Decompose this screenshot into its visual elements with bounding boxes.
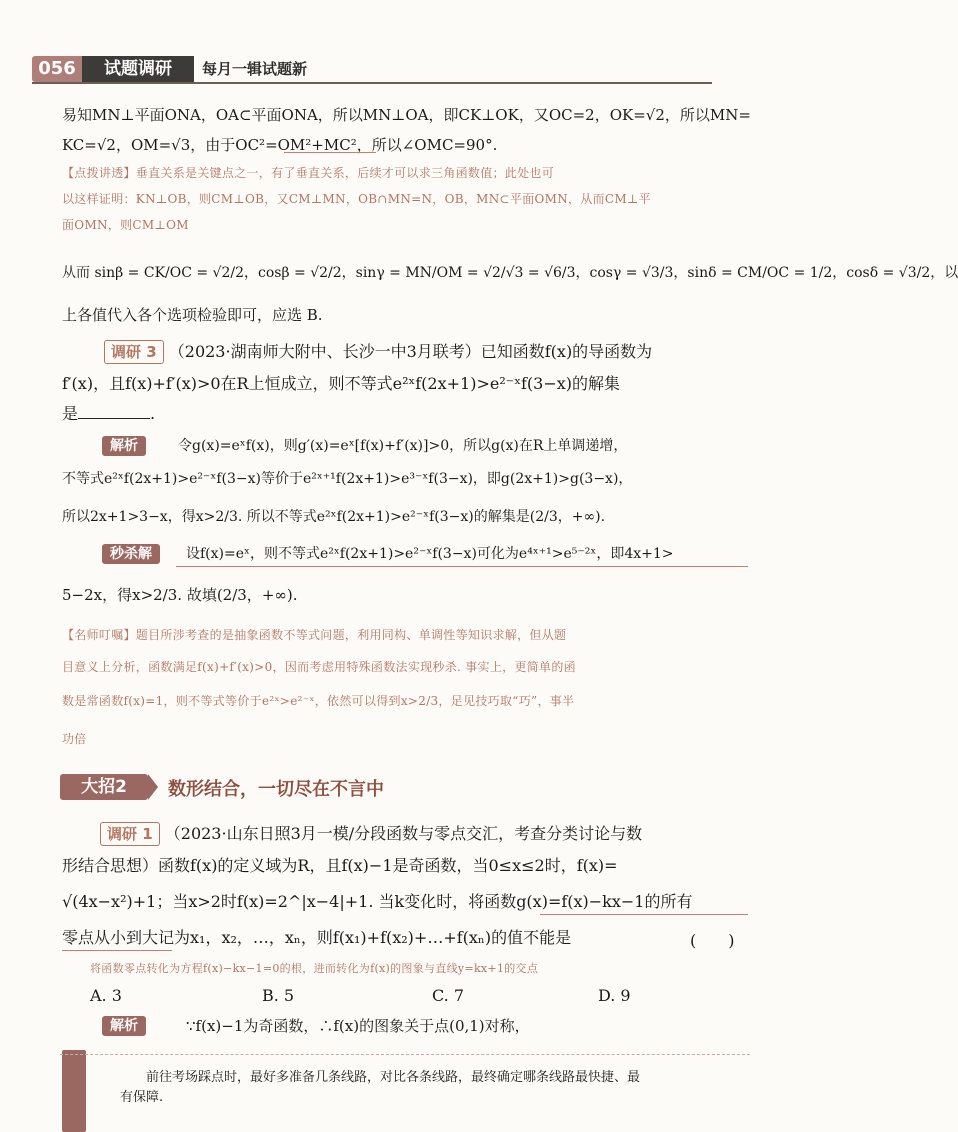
analysis-1-line-3: 所以2x+1>3−x，得x>2/3. 所以不等式e²ˣf(2x+1)>e²⁻ˣf(3−x)的解集是(2/3，+∞). (62, 509, 606, 525)
analysis-1-line-1: 令g(x)=eˣf(x)，则g′(x)=eˣ[f(x)+f′(x)]>0，所以g(x)在R上单调递增， (178, 438, 628, 454)
section-name: 试题调研 (82, 56, 194, 82)
problem-1-line-4: 零点从小到大记为x₁，x₂，…，xₙ，则f(x₁)+f(x₂)+…+f(xₙ)的值不能是 (62, 928, 572, 947)
tip-note-1: 【名师叮嘱】题目所涉考查的是抽象函数不等式问题，利用同构、单调性等知识求解，但从题 (62, 628, 567, 642)
problem-3-line-3 (62, 402, 155, 426)
chevron-right-icon (148, 774, 158, 800)
problem-1-underline-1 (540, 914, 748, 915)
problem-1-line-2: 形结合思想）函数f(x)的定义域为R，且f(x)−1是奇函数，当0≤x≤2时，f(x)= (62, 856, 618, 875)
option-b: B. 5 (262, 986, 295, 1005)
problem-3-text-3a: 是 (62, 404, 79, 423)
analysis-2-line-1: ∵f(x)−1为奇函数，∴f(x)的图象关于点(0,1)对称， (186, 1017, 530, 1035)
header-slogan: 每月一辑试题新 (202, 60, 308, 78)
analysis-1-line-2: 不等式e²ˣf(2x+1)>e²⁻ˣf(3−x)等价于e²ˣ⁺¹f(2x+1)>e³⁻ˣf(3−x)，即g(2x+1)>g(3−x)， (62, 471, 633, 487)
option-c: C. 7 (432, 986, 465, 1005)
quick-underline (176, 566, 748, 567)
tip-note-4: 功倍 (62, 732, 87, 746)
tip-note-2: 目意义上分析，函数满足f(x)+f′(x)>0，因而考虑用特殊函数法实现秒杀. 事实上，更简单的函 (62, 660, 576, 674)
highlight-underline (284, 152, 376, 153)
footer-line-2: 有保障. (120, 1090, 164, 1105)
problem-1-hint: 将函数零点转化为方程f(x)−kx−1=0的根，进而转化为f(x)的图象与直线y=kx+1的交点 (90, 962, 539, 975)
quick-line-2: 5−2x，得x>2/3. 故填(2/3，+∞). (62, 586, 298, 604)
note-line-1: 【点拨讲透】垂直关系是关键点之一，有了垂直关系，后续才可以求三角函数值；此处也可 (62, 166, 555, 180)
note-line-2: 以这样证明：KN⊥OB，则CM⊥OB，又CM⊥MN，OB∩MN=N，OB，MN⊂平面OMN，从而CM⊥平 (62, 192, 651, 206)
solution-line-3: 从而 sinβ = CK/OC = √2/2，cosβ = √2/2，sinγ = MN/OM = √2/√3 = √6/3，cosγ = √3/3，sinδ = CM/OC = 1/2，cosδ = √3/2，以 (62, 265, 958, 281)
problem-1-line-1 (100, 822, 642, 846)
solution-line-4: 上各值代入各个选项检验即可，应选 B. (62, 306, 323, 324)
quick-solution-label: 秒杀解 (102, 544, 160, 564)
trick-2-title: 数形结合，一切尽在不言中 (168, 779, 384, 800)
footer-line-1: 前往考场踩点时，最好多准备几条线路，对比各条线路，最终确定哪条线路最快捷、最 (146, 1070, 641, 1085)
quick-line-1: 设f(x)=eˣ，则不等式e²ˣf(2x+1)>e²⁻ˣf(3−x)可化为e⁴ˣ⁺¹>e⁵⁻²ˣ，即4x+1> (186, 546, 674, 562)
note-line-3: 面OMN，则CM⊥OM (62, 218, 189, 232)
problem-3-line-1 (104, 340, 652, 364)
tip-note-3: 数是常函数f(x)=1，则不等式等价于e²ˣ>e²⁻ˣ，依然可以得到x>2/3，足见技巧取“巧”，事半 (62, 694, 575, 708)
option-a: A. 3 (90, 986, 122, 1005)
problem-3-tag: 调研 3 (104, 340, 164, 364)
answer-parentheses: ( ) (690, 931, 735, 950)
problem-1-underline-2 (62, 950, 172, 951)
problem-1-text-1: （2023·山东日照3月一模/分段函数与零点交汇，考查分类讨论与数 (164, 824, 643, 843)
solution-line-1: 易知MN⊥平面ONA，OA⊂平面ONA，所以MN⊥OA，即CK⊥OK，又OC=2，OK=√2，所以MN= (62, 106, 751, 124)
solution-line-2: KC=√2，OM=√3，由于OC²=OM²+MC²，所以∠OMC=90°. (62, 136, 498, 154)
problem-1-tag: 调研 1 (100, 822, 160, 846)
page-header (32, 52, 772, 92)
answer-blank (78, 404, 150, 419)
option-d: D. 9 (598, 986, 631, 1005)
problem-1-line-3: √(4x−x²)+1；当x>2时f(x)=2^|x−4|+1. 当k变化时，将函数g(x)=f(x)−kx−1的所有 (62, 892, 693, 911)
problem-3-text-1: （2023·湖南师大附中、长沙一中3月联考）已知函数f(x)的导函数为 (168, 342, 653, 361)
problem-3-text-3b: . (150, 404, 156, 423)
problem-3-line-2: f′(x)，且f(x)+f′(x)>0在R上恒成立，则不等式e²ˣf(2x+1)>e²⁻ˣf(3−x)的解集 (62, 374, 620, 393)
analysis-label-2: 解析 (102, 1016, 146, 1036)
analysis-label-1: 解析 (102, 436, 146, 456)
page-number: 056 (32, 56, 82, 82)
footer-tip (120, 1068, 740, 1108)
trick-2-badge: 大招2 (60, 774, 148, 800)
